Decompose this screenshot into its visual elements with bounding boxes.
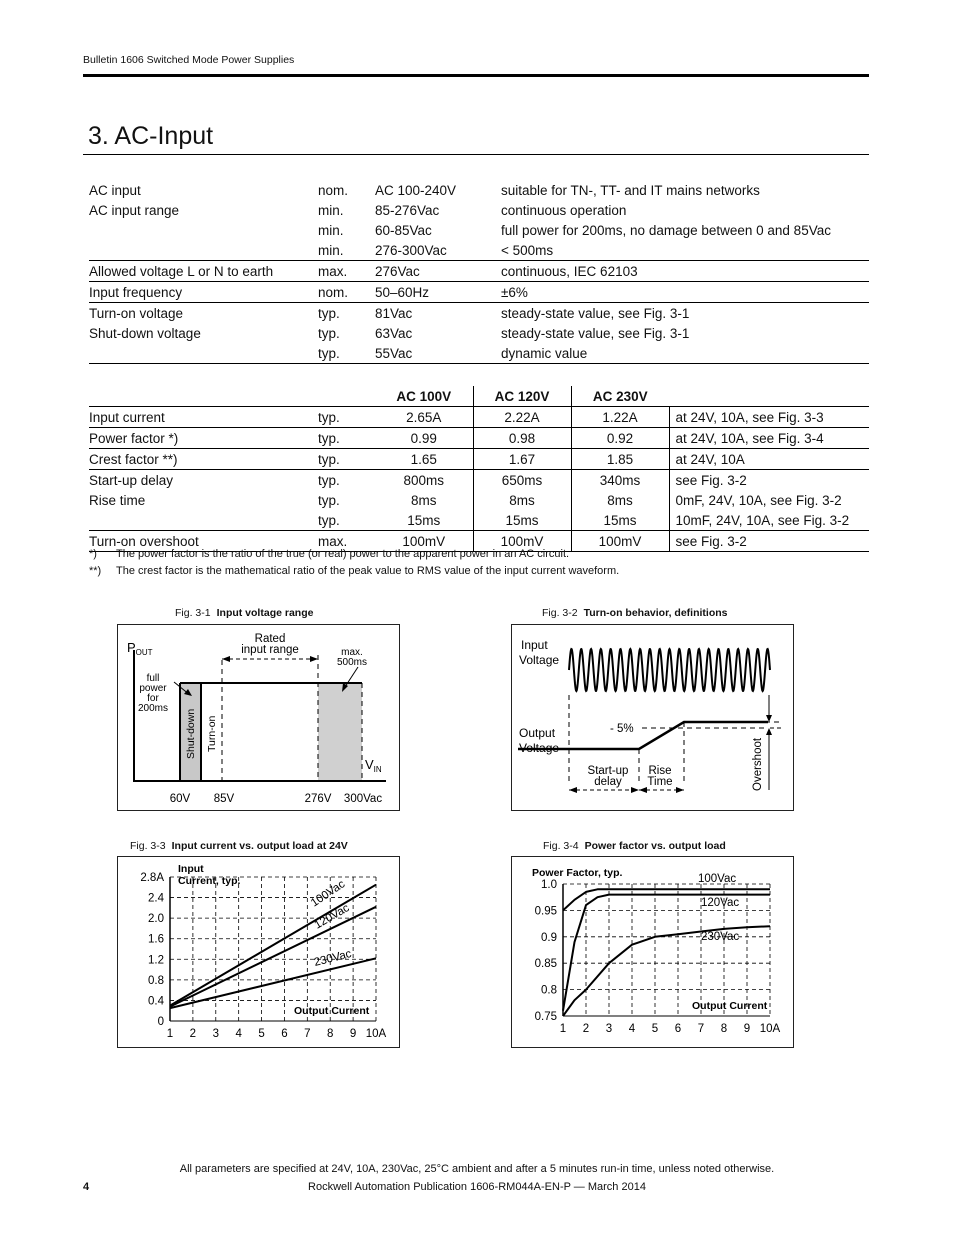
fig31-shutdown-label: Shut-down [185, 708, 197, 759]
current-cell: Rise time [89, 492, 146, 508]
current-row [89, 449, 869, 470]
fig31-xtick-60: 60V [169, 793, 191, 805]
fig31-max-label-1: max. [341, 647, 363, 658]
fig31-vin-label: $V_{IN}$ [365, 757, 382, 774]
fig33-input-current-chart [117, 856, 400, 1048]
column-header-ac230: AC 230V [571, 386, 669, 407]
y-tick-label: 2.4 [148, 892, 164, 905]
spec-cell: < 500ms [501, 242, 554, 258]
spec-cell: dynamic value [501, 343, 869, 364]
current-cell: 8ms [473, 490, 571, 510]
current-cell: 15ms [473, 510, 571, 531]
x-tick-label: 8 [327, 1028, 334, 1040]
x-tick-label: 3 [605, 1023, 613, 1035]
current-cell: 15ms [571, 510, 669, 531]
current-cell: at 24V, 10A, see Fig. 3-3 [669, 407, 869, 428]
x-tick-label: 6 [674, 1023, 682, 1035]
spec-cell: steady-state value, see Fig. 3-1 [501, 325, 690, 341]
spec-cell [89, 240, 318, 261]
current-cell: see Fig. 3-2 [669, 531, 869, 552]
current-cell: Input current [89, 407, 318, 428]
series-label: 100Vac [698, 873, 737, 885]
fig31-rated-label-2: input range [241, 644, 299, 656]
x-tick-label: 1 [166, 1028, 174, 1040]
current-cell: 650ms [473, 470, 571, 491]
current-cell: see Fig. 3-2 [669, 470, 869, 491]
footer-note: All parameters are specified at 24V, 10A, 230Vac, 25°C ambient and after a 5 minutes run-in time, unless noted otherwise. [179, 1163, 775, 1175]
y-tick-label: 0.9 [541, 931, 557, 944]
fig32-caption: Fig. 3-2 Turn-on behavior, definitions [542, 607, 728, 619]
current-row [89, 407, 869, 428]
current-cell: 340ms [571, 470, 669, 491]
spec-cell: AC 100-240V [375, 182, 457, 198]
current-cell: 1.85 [571, 449, 669, 470]
current-cell: 2.65A [375, 407, 473, 428]
y-tick-label: 0.85 [534, 958, 557, 971]
current-row [89, 490, 869, 510]
current-cell: 800ms [375, 470, 473, 491]
x-tick-label: 4 [628, 1023, 636, 1035]
y-tick-label: 0.8 [541, 984, 557, 997]
x-tick-label: 7 [697, 1023, 705, 1035]
spec-row [89, 282, 869, 303]
current-cell: 15ms [407, 512, 441, 528]
fig33-ylabel-line2: Current, typ. [178, 875, 241, 887]
current-cell: 1.65 [375, 449, 473, 470]
current-cell: Turn-on overshoot [89, 531, 318, 552]
spec-row [89, 220, 869, 240]
current-cell: 1.67 [473, 449, 571, 470]
spec-cell: 276-300Vac [375, 242, 447, 258]
x-tick-label: 1 [559, 1023, 567, 1035]
fig34-ylabel: Power Factor, typ. [532, 867, 623, 879]
current-cell: 1.22A [571, 407, 669, 428]
spec-cell: 63Vac [375, 325, 413, 341]
current-cell: 100mV [375, 531, 473, 552]
current-cell: at 24V, 10A [669, 449, 869, 470]
spec-row [89, 200, 869, 220]
fig34-xlabel: Output Current [692, 1000, 768, 1012]
y-tick-label: 2.8A [140, 872, 164, 884]
current-row [89, 510, 869, 531]
current-cell: 0.92 [571, 428, 669, 449]
spec-cell [89, 343, 318, 364]
x-tick-label: 9 [349, 1028, 357, 1040]
spec-cell: Allowed voltage L or N to earth [89, 261, 318, 282]
spec-row [89, 323, 869, 343]
current-cell: max. [318, 531, 375, 552]
running-header: Bulletin 1606 Switched Mode Power Supplies [83, 54, 295, 66]
spec-cell: suitable for TN-, TT- and IT mains networks [501, 182, 760, 198]
fig32-output-label-1: Output [519, 726, 556, 740]
x-tick-label: 4 [235, 1028, 242, 1040]
series-line-120Vac [563, 895, 770, 1011]
y-tick-label: 0.8 [148, 974, 164, 987]
spec-cell: nom. [318, 182, 349, 198]
spec-cell: nom. [318, 282, 375, 303]
spec-row [89, 261, 869, 282]
fig34-caption: Fig. 3-4 Power factor vs. output load [543, 840, 726, 852]
x-tick-label: 2 [582, 1023, 590, 1035]
spec-cell: min. [318, 202, 344, 218]
spec-cell: Turn-on voltage [89, 303, 318, 324]
fig31-full-label-1: full [146, 673, 160, 684]
y-tick-label: 1.2 [148, 954, 164, 967]
current-cell: 0.98 [473, 428, 571, 449]
fig32-input-label-2: Voltage [519, 653, 560, 667]
fig31-xtick-300: 300Vac [343, 793, 383, 805]
y-tick-label: 2.0 [148, 913, 164, 926]
fig31-xtick-85: 85V [213, 793, 235, 805]
spec-cell: min. [318, 242, 344, 258]
y-tick-label: 0.4 [148, 995, 164, 1008]
fig31-input-voltage-range [117, 624, 400, 811]
current-cell: 2.22A [473, 407, 571, 428]
spec-cell: max. [318, 261, 375, 282]
page-number: 4 [83, 1181, 90, 1193]
current-cell: typ. [318, 407, 375, 428]
fig32-rise-label-2: Time [647, 776, 673, 788]
y-tick-label: 0 [157, 1016, 164, 1028]
section-title: 3. AC-Input [88, 122, 214, 150]
spec-row [89, 180, 869, 200]
fig31-max-label-2: 500ms [336, 657, 368, 668]
current-cell: Crest factor **) [89, 449, 318, 470]
x-tick-label: 8 [720, 1023, 728, 1035]
fig32-pct-label: - 5% [610, 723, 634, 735]
spec-row [89, 240, 869, 261]
x-tick-label: 10A [759, 1023, 781, 1035]
x-tick-label: 5 [651, 1023, 659, 1035]
x-tick-label: 10A [365, 1028, 387, 1040]
fig31-caption: Fig. 3-1 Input voltage range [175, 607, 314, 619]
fig31-full-label-2: power [139, 683, 167, 694]
current-cell: at 24V, 10A, see Fig. 3-4 [669, 428, 869, 449]
spec-cell: steady-state value, see Fig. 3-1 [501, 303, 869, 324]
column-header-ac100: AC 100V [396, 388, 452, 404]
fig34-power-factor-chart [511, 856, 794, 1048]
spec-cell: typ. [318, 343, 375, 364]
current-cell [89, 510, 318, 531]
current-cell: typ. [318, 449, 375, 470]
current-row [89, 470, 869, 491]
current-cell: 100mV [571, 531, 669, 552]
series-label: 120Vac [701, 897, 740, 909]
current-cell: Start-up delay [89, 470, 318, 491]
current-cell: 100mV [473, 531, 571, 552]
fig31-full-label-4: 200ms [137, 703, 169, 714]
spec-cell: AC input [89, 182, 141, 198]
spec-cell: ±6% [501, 282, 869, 303]
spec-cell: continuous, IEC 62103 [501, 261, 869, 282]
fig31-turnon-label: Turn-on [206, 715, 218, 752]
spec-cell: 85-276Vac [375, 202, 440, 218]
current-cell: 8ms [571, 490, 669, 510]
fig32-rise-label-1: Rise [648, 765, 672, 777]
spec-cell: 50–60Hz [375, 282, 501, 303]
footnote-power-factor: *) The power factor is the ratio of the true (or real) power to the apparent power in an AC circuit. [89, 548, 570, 560]
column-header-ac120: AC 120V [473, 386, 571, 407]
header-rule [83, 74, 869, 77]
fig32-startup-label-1: Start-up [587, 765, 629, 777]
current-cell: Power factor *) [89, 428, 318, 449]
x-tick-label: 6 [281, 1028, 288, 1040]
current-cell: 0mF, 24V, 10A, see Fig. 3-2 [669, 490, 869, 510]
y-tick-label: 1.6 [148, 933, 164, 946]
spec-row [89, 343, 869, 364]
y-tick-label: 0.95 [534, 905, 557, 918]
x-tick-label: 7 [304, 1028, 311, 1040]
x-tick-label: 3 [212, 1028, 219, 1040]
title-rule [83, 154, 869, 155]
ac-input-spec-table [89, 180, 869, 364]
spec-cell: Shut-down voltage [89, 325, 201, 341]
ac-input-current-table [89, 386, 869, 552]
spec-cell: full power for 200ms, no damage between 0 and 85Vac [501, 222, 831, 238]
fig32-output-label-2: Voltage [519, 741, 560, 755]
spec-cell: 81Vac [375, 303, 501, 324]
fig31-full-label-3: for [147, 693, 159, 704]
x-tick-label: 9 [743, 1023, 751, 1035]
y-tick-label: 1.0 [541, 879, 557, 891]
current-cell: 8ms [410, 492, 437, 508]
footnote-crest-factor: **) The crest factor is the mathematical ratio of the peak value to RMS value of the input current waveform. [89, 565, 620, 577]
series-label: 100Vac [308, 878, 348, 910]
x-tick-label: 5 [258, 1028, 265, 1040]
fig32-overshoot-label: Overshoot [752, 737, 764, 791]
spec-cell: Input frequency [89, 282, 318, 303]
footer-publication: Rockwell Automation Publication 1606-RM044A-EN-P — March 2014 [308, 1181, 646, 1193]
spec-cell: AC input range [89, 202, 180, 218]
fig32-turn-on-behavior [511, 624, 794, 811]
current-cell: typ. [318, 492, 340, 508]
spec-cell: 276Vac [375, 261, 501, 282]
current-cell: 0.99 [375, 428, 473, 449]
spec-cell: typ. [318, 303, 375, 324]
x-tick-label: 2 [189, 1028, 197, 1040]
current-cell: typ. [318, 428, 375, 449]
spec-cell [89, 220, 318, 240]
series-label: 230Vac [701, 931, 740, 943]
fig32-startup-label-2: delay [594, 776, 622, 788]
spec-cell: continuous operation [501, 202, 627, 218]
fig33-ylabel-line1: Input [178, 863, 204, 875]
spec-cell: 60-85Vac [375, 222, 432, 238]
fig33-caption: Fig. 3-3 Input current vs. output load at 24V [130, 840, 348, 852]
series-label: 120Vac [312, 902, 352, 932]
current-cell: typ. [318, 512, 340, 528]
current-row [89, 428, 869, 449]
spec-row [89, 303, 869, 324]
spec-cell: 55Vac [375, 343, 501, 364]
fig31-pout-label: $P_{OUT}$ [127, 640, 153, 657]
y-tick-label: 0.75 [534, 1011, 557, 1023]
fig32-input-label-1: Input [521, 638, 548, 652]
series-label: 230Vac [312, 948, 353, 969]
current-cell: 10mF, 24V, 10A, see Fig. 3-2 [669, 510, 869, 531]
fig31-rated-label-1: Rated [254, 633, 286, 645]
fig31-xtick-276: 276V [304, 793, 332, 805]
spec-cell: min. [318, 222, 344, 238]
current-cell: typ. [318, 470, 375, 491]
fig33-xlabel: Output Current [294, 1005, 370, 1017]
spec-cell: typ. [318, 325, 340, 341]
